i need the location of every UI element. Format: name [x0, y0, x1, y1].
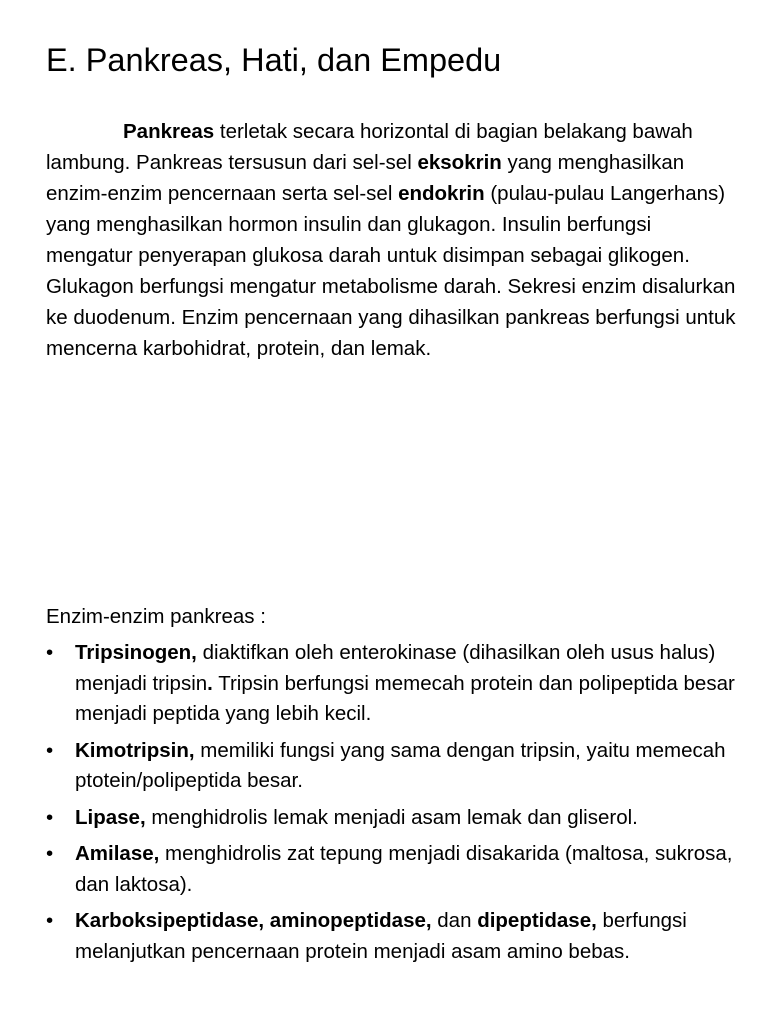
- enzyme-list: [46, 638, 746, 973]
- tripsinogen-bold-dot: .: [207, 671, 213, 695]
- intro-paragraph: [46, 116, 736, 364]
- term-karboksipeptidase-aminopeptidase: Karboksipeptidase, aminopeptidase,: [75, 909, 432, 932]
- term-endokrin: endokrin: [398, 182, 485, 205]
- term-dipeptidase: dipeptidase,: [477, 909, 597, 932]
- term-lipase: Lipase,: [75, 805, 146, 829]
- bullet-icon: •: [46, 842, 54, 865]
- bullet-icon: •: [46, 641, 54, 664]
- term-tripsinogen: Tripsinogen,: [75, 641, 197, 664]
- list-item-kimotripsin: [46, 736, 746, 797]
- term-eksokrin: eksokrin: [417, 151, 502, 174]
- peptidase-text: berfungsi melanjutkan pencernaan protein menjadi asam amino bebas.: [75, 909, 687, 963]
- list-item-tripsinogen: [46, 638, 746, 730]
- list-item-peptidase: [46, 906, 746, 967]
- term-pankreas: Pankreas: [123, 120, 215, 143]
- list-item-lipase: [46, 803, 746, 834]
- bullet-icon: •: [46, 909, 54, 932]
- peptidase-conjunction: dan: [431, 909, 478, 932]
- kimotripsin-text: memiliki fungsi yang sama dengan tripsin, yaitu memecah ptotein/polipeptida besar.: [75, 738, 726, 792]
- lipase-text: menghidrolis lemak menjadi asam lemak dan gliserol.: [145, 805, 638, 829]
- amilase-text: menghidrolis zat tepung menjadi disakarida (maltosa, sukrosa, dan laktosa).: [75, 842, 733, 896]
- intro-text-1: terletak secara horizontal di bagian belakang bawah lambung. Pankreas tersusun dari sel-sel: [46, 120, 693, 174]
- tripsinogen-text-1: diaktifkan oleh enterokinase (dihasilkan oleh usus halus) menjadi tripsin: [75, 641, 716, 695]
- intro-text-2: yang menghasilkan enzim-enzim pencernaan serta sel-sel: [46, 151, 685, 205]
- enzymes-heading: Enzim-enzim pankreas :: [46, 605, 266, 628]
- tripsinogen-text-2: Tripsin berfungsi memecah protein dan polipeptida besar menjadi peptida yang lebih kecil.: [75, 671, 735, 725]
- term-kimotripsin: Kimotripsin,: [75, 738, 195, 762]
- bullet-icon: •: [46, 738, 54, 762]
- slide-title: E. Pankreas, Hati, dan Empedu: [46, 42, 502, 78]
- list-item-amilase: [46, 839, 746, 900]
- term-amilase: Amilase,: [75, 842, 160, 865]
- intro-text-3: (pulau-pulau Langerhans) yang menghasilkan hormon insulin dan glukagon. Insulin berfungsi mengatur penyerapan glukosa darah untuk disimpan sebagai glikogen. Glukagon berfungsi mengatur metabolisme darah. Sekresi enzim disalurkan ke duodenum. Enzim pencernaan yang dihasilkan pankreas berfungsi untuk mencerna karbohidrat, protein, dan lemak.: [46, 182, 736, 360]
- bullet-icon: •: [46, 805, 54, 829]
